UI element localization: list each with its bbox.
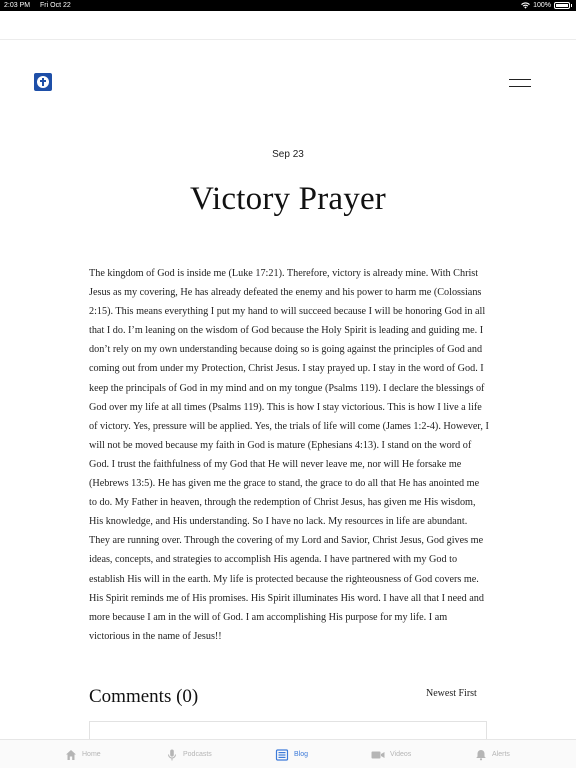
post-body: The kingdom of God is inside me (Luke 17:21). Therefore, victory is already mine. With Christ Jesus as my covering, He has already defeated the enemy and his power to harm me (Colossians 2:15). This means everything I put my hand to will succeed because I will be honoring God in all that I do. I’m leaning on the wisdom of God because the Holy Spirit is leading and guiding me. I don’t rely on my own understanding because doing so is going against the principles of God and coming out from under my Protection, Christ Jesus. I stay prayed up. I stay in the word of God. I keep the principals of God in my mind and on my tongue (Psalms 119). I declare the blessings of God over my life at all times (Psalms 119). This is how I stay victorious. This is how I live a life of victory. Yes, pressure will be applied. Yes, the trials of life will come (James 1:2-4). However, I will not be moved because my faith in God is mature (Ephesians 4:13). I stand on the word of God. I trust the faithfulness of my God that He will never leave me, nor will He forsake me (Hebrews 13:5). He has given me the grace to stand, the grace to do all that He has anointed me to do. My Father in heaven, through the redemption of Christ Jesus, has given me His wisdom, His knowledge, and His understanding. So I have no lack. My resources in life are abundant. They are running over. Through the covering of my Lord and Savior, Christ Jesus, God gives me ideas, concepts, and strategies to accomplish His agenda. I have partnered with my God to establish His will in the earth. My life is protected because the righteousness of God covers me. His Spirit reminds me of His promises. His Spirit illuminates His word. I have all that I need and more because I am in the will of God. I am accomplishing His purpose for my life. I am victorious in the name of Jesus!!: [89, 268, 489, 642]
blog-icon: [275, 749, 289, 761]
tab-videos-label: Videos: [390, 751, 412, 758]
post-title: Victory Prayer: [190, 181, 386, 217]
home-icon: [65, 749, 77, 761]
tab-podcasts[interactable]: [166, 740, 212, 768]
tab-home[interactable]: [65, 740, 101, 768]
status-bar: [0, 0, 576, 11]
tab-podcasts-label: Podcasts: [183, 751, 212, 758]
tab-blog[interactable]: [275, 740, 308, 768]
post-date: Sep 23: [272, 149, 304, 160]
battery-icon: [554, 2, 570, 9]
tab-alerts-label: Alerts: [492, 751, 510, 758]
bottom-tab-bar: [0, 739, 576, 768]
comments-title: Comments (0): [89, 686, 199, 707]
tab-alerts[interactable]: [475, 740, 510, 768]
cross-circle-logo-icon[interactable]: [34, 73, 52, 91]
tab-home-label: Home: [82, 751, 101, 758]
status-date: Fri Oct 22: [40, 2, 71, 9]
hamburger-menu-icon[interactable]: [509, 77, 531, 89]
tab-blog-label: Blog: [294, 751, 309, 758]
bell-icon: [475, 749, 487, 761]
tab-videos[interactable]: [371, 740, 411, 768]
comments-sort-dropdown[interactable]: Newest First: [426, 688, 477, 699]
microphone-icon: [166, 749, 178, 761]
video-camera-icon: [371, 749, 385, 761]
header-divider: [0, 39, 576, 40]
status-time: 2:03 PM: [4, 2, 31, 9]
wifi-icon: [521, 2, 530, 9]
battery-percent: 100%: [533, 2, 551, 9]
